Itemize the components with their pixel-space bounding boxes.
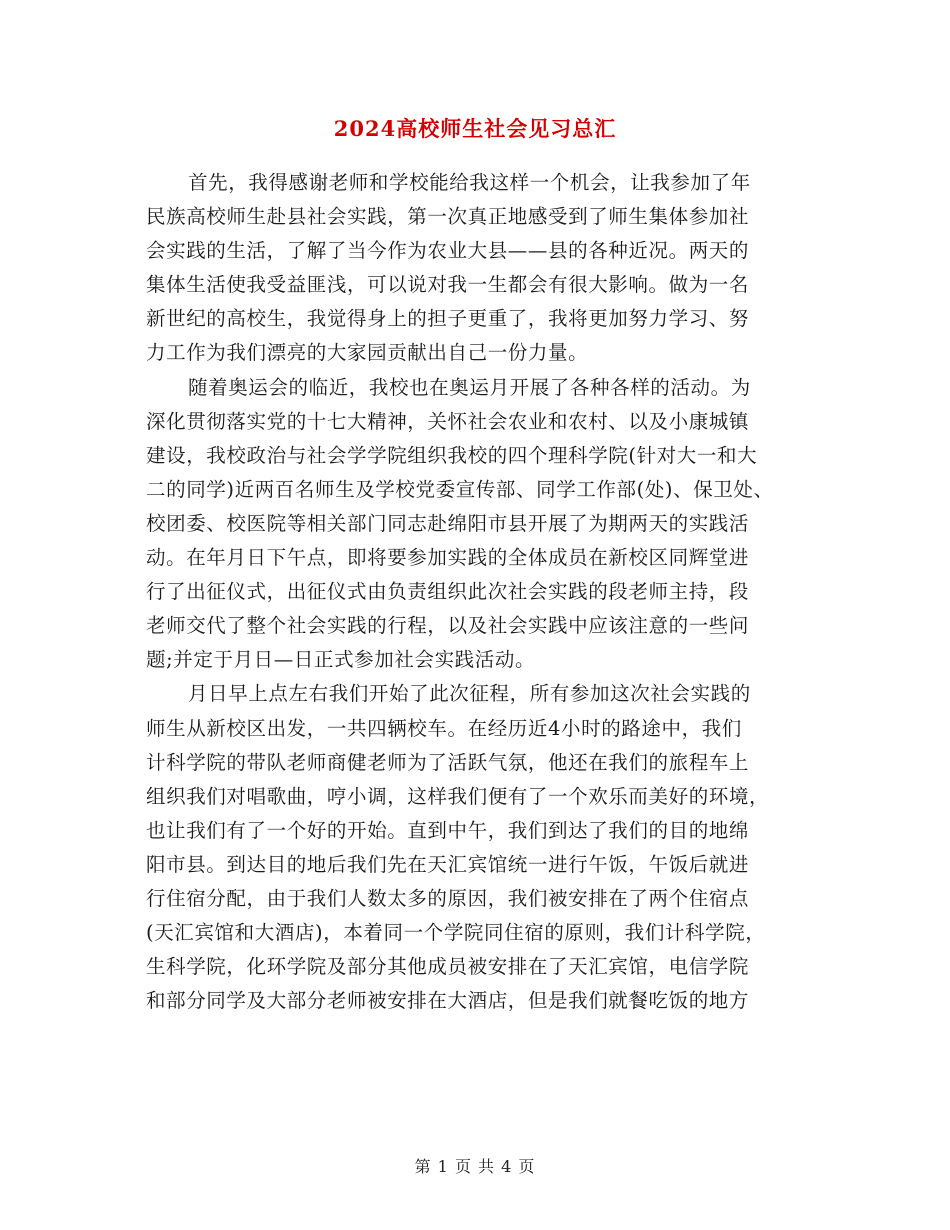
body-line: 和部分同学及大部分老师被安排在大酒店，但是我们就餐吃饭的地方 [146, 989, 750, 1013]
body-line: 老师交代了整个社会实践的行程，以及社会实践中应该注意的一些问 [146, 614, 750, 638]
body-line: 也让我们有了一个好的开始。直到中午，我们到达了我们的目的地绵 [146, 818, 750, 842]
page-number-footer: 第 1 页 共 4 页 [414, 1157, 536, 1176]
body-line: 组织我们对唱歌曲，哼小调，这样我们便有了一个欢乐而美好的环境， [146, 784, 770, 808]
body-line: 生科学院，化环学院及部分其他成员被安排在了天汇宾馆，电信学院 [146, 955, 750, 979]
body-line: 题;并定于月日—日正式参加社会实践活动。 [146, 648, 536, 672]
document-body [146, 166, 806, 1018]
body-line: (天汇宾馆和大酒店)，本着同一个学院同住宿的原则，我们计科学院， [146, 921, 766, 945]
body-line: 深化贯彻落实党的十七大精神，关怀社会农业和农村、以及小康城镇 [146, 409, 750, 433]
body-line: 力工作为我们漂亮的大家园贡献出自己一份力量。 [146, 341, 589, 365]
document-title: 2024高校师生社会见习总汇 [333, 116, 617, 141]
body-line: 月日早上点左右我们开始了此次征程，所有参加这次社会实践的 [188, 682, 751, 706]
body-line: 会实践的生活，了解了当今作为农业大县——县的各种近况。两天的 [146, 239, 750, 263]
body-line: 动。在年月日下午点，即将要参加实践的全体成员在新校区同辉堂进 [146, 546, 750, 570]
body-line: 校团委、校医院等相关部门同志赴绵阳市县开展了为期两天的实践活 [146, 511, 750, 535]
body-line: 行住宿分配，由于我们人数太多的原因，我们被安排在了两个住宿点 [146, 886, 750, 910]
body-line: 首先，我得感谢老师和学校能给我这样一个机会，让我参加了年 [188, 171, 751, 194]
body-line: 二的同学)近两百名师生及学校党委宣传部、同学工作部(处)、保卫处、 [146, 477, 774, 501]
body-line: 建设，我校政治与社会学学院组织我校的四个理科学院(针对大一和大 [146, 443, 758, 467]
body-line: 集体生活使我受益匪浅，可以说对我一生都会有很大影响。做为一名 [146, 273, 750, 297]
body-line: 行了出征仪式，出征仪式由负责组织此次社会实践的段老师主持，段 [146, 580, 750, 604]
body-line: 新世纪的高校生，我觉得身上的担子更重了，我将更加努力学习、努 [146, 307, 750, 331]
body-line: 随着奥运会的临近，我校也在奥运月开展了各种各样的活动。为 [188, 375, 751, 399]
body-line: 民族高校师生赴县社会实践，第一次真正地感受到了师生集体参加社 [146, 205, 750, 229]
body-line: 阳市县。到达目的地后我们先在天汇宾馆统一进行午饭，午饭后就进 [146, 852, 750, 876]
body-line: 计科学院的带队老师商健老师为了活跃气氛，他还在我们的旅程车上 [146, 750, 750, 774]
body-line: 师生从新校区出发，一共四辆校车。在经历近4小时的路途中，我们 [146, 716, 742, 740]
